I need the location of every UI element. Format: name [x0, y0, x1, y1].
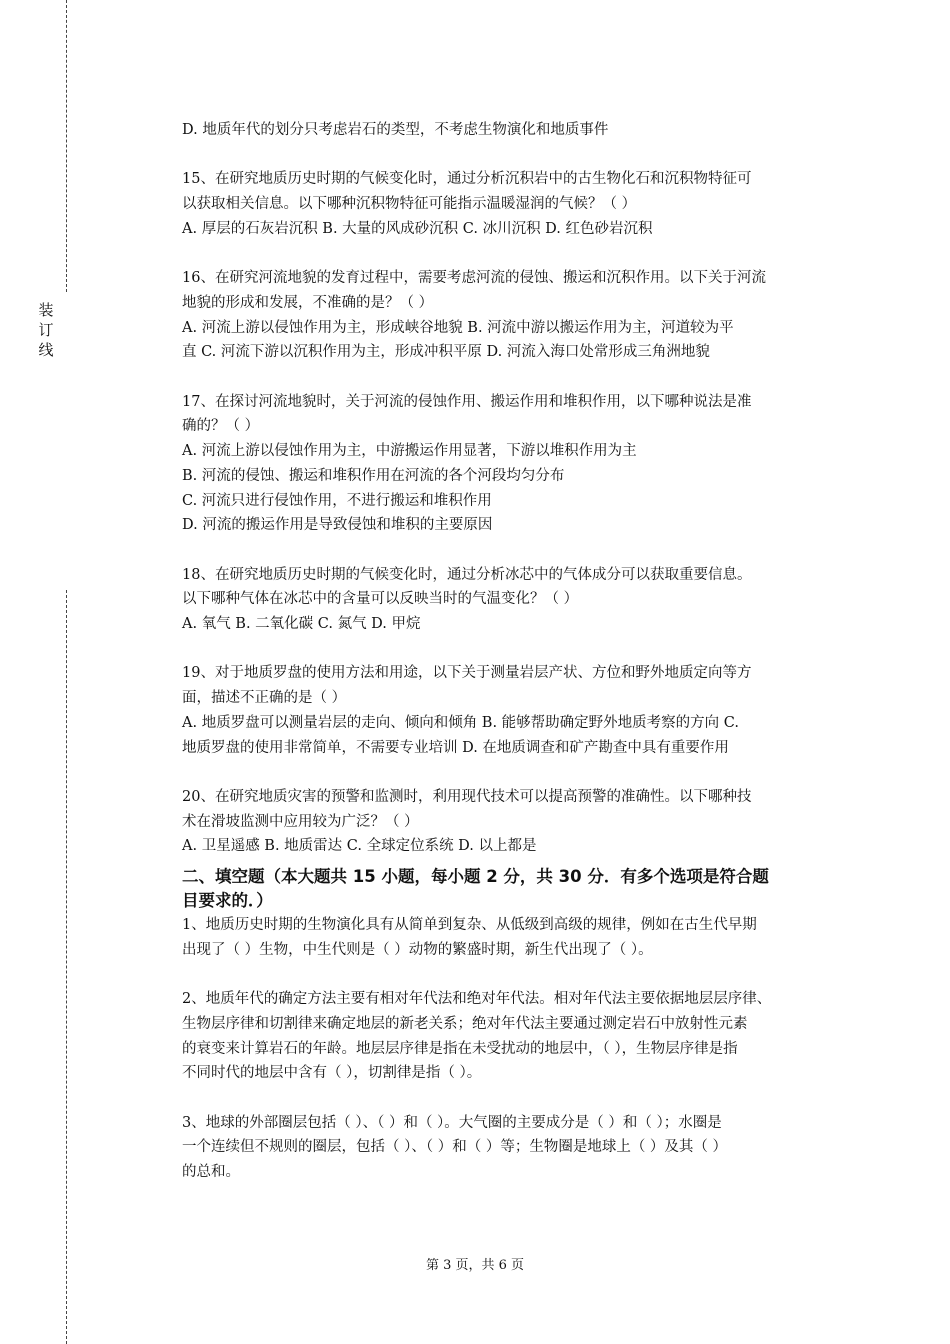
text-line: 以下哪种气体在冰芯中的含量可以反映当时的气温变化？（ ） [182, 591, 579, 608]
section-title-line: 目要求的．） [182, 891, 273, 910]
text-line: 2、地质年代的确定方法主要有相对年代法和绝对年代法。相对年代法主要依据地层层序律、 [182, 991, 772, 1008]
question-17 [182, 390, 848, 538]
binding-line-top [66, 0, 67, 292]
binding-line-bottom [66, 590, 67, 1344]
text-line: 的衰变来计算岩石的年龄。地层层序律是指在未受扰动的地层中，（ ），生物层序律是指 [182, 1040, 738, 1057]
question-18 [182, 563, 848, 637]
text-line: D. 地质年代的划分只考虑岩石的类型，不考虑生物演化和地质事件 [182, 122, 609, 138]
text-line: 16、在研究河流地貌的发育过程中，需要考虑河流的侵蚀、搬运和沉积作用。以下关于河流 [182, 270, 766, 287]
text-line: 面，描述不正确的是（ ） [182, 690, 347, 707]
fill-question-3 [182, 1111, 848, 1185]
text-line: 不同时代的地层中含有（ ），切割律是指（ ）。 [182, 1065, 482, 1082]
binding-char: 订 [38, 321, 54, 339]
text-line: B. 河流的侵蚀、搬运和堆积作用在河流的各个河段均匀分布 [182, 467, 565, 484]
text-line: A. 氧气 B. 二氧化碳 C. 氮气 D. 甲烷 [182, 616, 421, 632]
text-line: 出现了（ ）生物，中生代则是（ ）动物的繁盛时期，新生代出现了（ ）。 [182, 941, 653, 958]
question-15 [182, 167, 848, 241]
text-line: 生物层序律和切割律来确定地层的新老关系；绝对年代法主要通过测定岩石中放射性元素 [182, 1015, 748, 1032]
text-line: 一个连续但不规则的圈层，包括（ ）、（ ）和（ ）等；生物圈是地球上（ ）及其（ ） [182, 1139, 728, 1156]
question-19 [182, 661, 848, 760]
binding-char: 装 [38, 301, 54, 319]
text-line: A. 河流上游以侵蚀作用为主，形成峡谷地貌 B. 河流中游以搬运作用为主，河道较为平 [182, 319, 734, 336]
text-line: A. 河流上游以侵蚀作用为主，中游搬运作用显著，下游以堆积作用为主 [182, 443, 637, 460]
text-line: A. 卫星遥感 B. 地质雷达 C. 全球定位系统 D. 以上都是 [182, 838, 537, 855]
fill-question-1 [182, 913, 848, 962]
text-line: 1、地质历史时期的生物演化具有从简单到复杂、从低级到高级的规律，例如在古生代早期 [182, 917, 757, 933]
section-title [182, 865, 848, 913]
text-line: 的总和。 [182, 1164, 240, 1180]
question-20 [182, 785, 848, 859]
binding-char: 线 [38, 341, 54, 359]
text-line: 直 C. 河流下游以沉积作用为主，形成冲积平原 D. 河流入海口处常形成三角洲地貌 [182, 344, 710, 361]
page-content [182, 118, 848, 1185]
text-line: 19、对于地质罗盘的使用方法和用途，以下关于测量岩层产状、方位和野外地质定向等方 [182, 665, 752, 682]
text-line: D. 河流的搬运作用是导致侵蚀和堆积的主要原因 [182, 517, 493, 534]
text-line: 地质罗盘的使用非常简单，不需要专业培训 D. 在地质调查和矿产勘查中具有重要作用 [182, 739, 729, 756]
binding-label [38, 300, 54, 360]
text-line: 3、地球的外部圈层包括（ ）、（ ）和（ ）。大气圈的主要成分是（ ）和（ ）；水圈是 [182, 1114, 722, 1131]
text-line: 地貌的形成和发展，不准确的是？（ ） [182, 294, 434, 311]
text-line: 术在滑坡监测中应用较为广泛？（ ） [182, 813, 419, 830]
text-line: 20、在研究地质灾害的预警和监测时，利用现代技术可以提高预警的准确性。以下哪种技 [182, 788, 752, 805]
question-16 [182, 266, 848, 365]
fill-question-2 [182, 987, 848, 1086]
page-footer: 第 3 页，共 6 页 [425, 1258, 525, 1273]
text-line: 17、在探讨河流地貌时，关于河流的侵蚀作用、搬运作用和堆积作用，以下哪种说法是准 [182, 393, 752, 410]
text-line: 确的？（ ） [182, 418, 260, 435]
text-line: A. 厚层的石灰岩沉积 B. 大量的风成砂沉积 C. 冰川沉积 D. 红色砂岩沉积 [182, 220, 653, 237]
text-line: 15、在研究地质历史时期的气候变化时，通过分析沉积岩中的古生物化石和沉积物特征可 [182, 171, 752, 188]
section-title-line: 二、填空题（本大题共 15 小题，每小题 2 分，共 30 分．有多个选项是符合题 [182, 867, 769, 886]
text-line: 以获取相关信息。以下哪种沉积物特征可能指示温暖湿润的气候？（ ） [182, 196, 637, 213]
question-option-d [182, 118, 848, 143]
text-line: A. 地质罗盘可以测量岩层的走向、倾向和倾角 B. 能够帮助确定野外地质考察的方向 C. [182, 714, 739, 731]
text-line: 18、在研究地质历史时期的气候变化时，通过分析冰芯中的气体成分可以获取重要信息。 [182, 566, 752, 583]
text-line: C. 河流只进行侵蚀作用，不进行搬运和堆积作用 [182, 492, 492, 509]
